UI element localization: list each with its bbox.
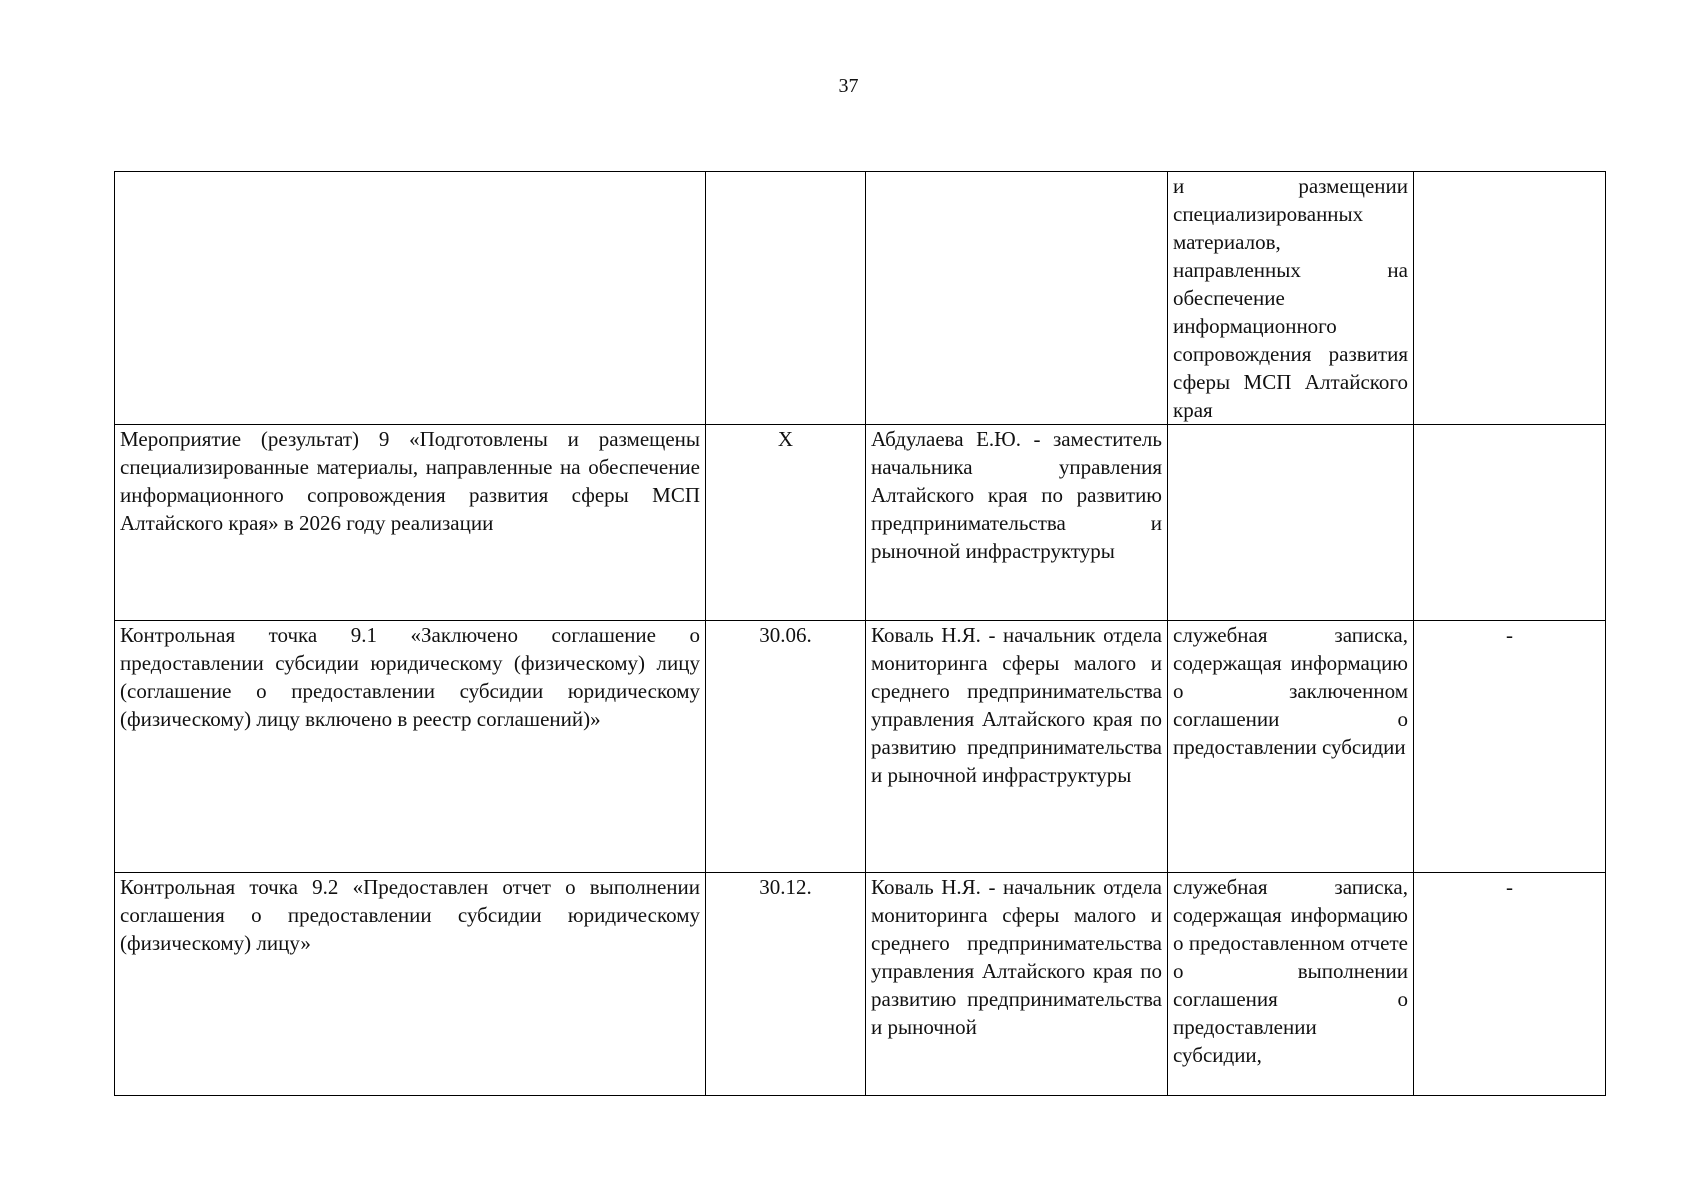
- table-row: [115, 425, 1606, 621]
- responsible-cell: [866, 172, 1168, 425]
- control-points-table: [114, 171, 1606, 1096]
- table-row: [115, 172, 1606, 425]
- information-system-cell: [1414, 425, 1606, 621]
- document-cell: [1168, 425, 1414, 621]
- responsible-cell: Абдулаева Е.Ю. - заместитель начальника управления Алтайского края по развитию предпринимательства и рыночной инфраструктуры: [866, 425, 1168, 621]
- document-cell: и размещении специализированных материалов, направленных на обеспечение информационного сопровождения развития сферы МСП Алтайского края: [1168, 172, 1414, 425]
- deadline-cell: [706, 172, 866, 425]
- deadline-cell: 30.12.: [706, 873, 866, 1096]
- information-system-cell: -: [1414, 873, 1606, 1096]
- deadline-cell: 30.06.: [706, 621, 866, 873]
- event-name-cell: Контрольная точка 9.2 «Предоставлен отчет о выполнении соглашения о предоставлении субсидии юридическому (физическому) лицу»: [115, 873, 706, 1096]
- document-cell: служебная записка, содержащая информацию о предоставленном отчете о выполнении соглашения о предоставлении субсидии,: [1168, 873, 1414, 1096]
- event-name-cell: [115, 172, 706, 425]
- information-system-cell: -: [1414, 621, 1606, 873]
- document-cell: служебная записка, содержащая информацию о заключенном соглашении о предоставлении субсидии: [1168, 621, 1414, 873]
- event-name-cell: Контрольная точка 9.1 «Заключено соглашение о предоставлении субсидии юридическому (физическому) лицу (соглашение о предоставлении субсидии юридическому (физическому) лицу включено в реестр соглашений)»: [115, 621, 706, 873]
- event-name-cell: Мероприятие (результат) 9 «Подготовлены и размещены специализированные материалы, направленные на обеспечение информационного сопровождения развития сферы МСП Алтайского края» в 2026 году реализации: [115, 425, 706, 621]
- table-row: [115, 873, 1606, 1096]
- deadline-cell: Х: [706, 425, 866, 621]
- table-row: [115, 621, 1606, 873]
- responsible-cell: Коваль Н.Я. - начальник отдела мониторинга сферы малого и среднего предпринимательства управления Алтайского края по развитию предпринимательства и рыночной инфраструктуры: [866, 621, 1168, 873]
- responsible-cell: Коваль Н.Я. - начальник отдела мониторинга сферы малого и среднего предпринимательства управления Алтайского края по развитию предпринимательства и рыночной: [866, 873, 1168, 1096]
- information-system-cell: [1414, 172, 1606, 425]
- page-number: 37: [838, 75, 859, 97]
